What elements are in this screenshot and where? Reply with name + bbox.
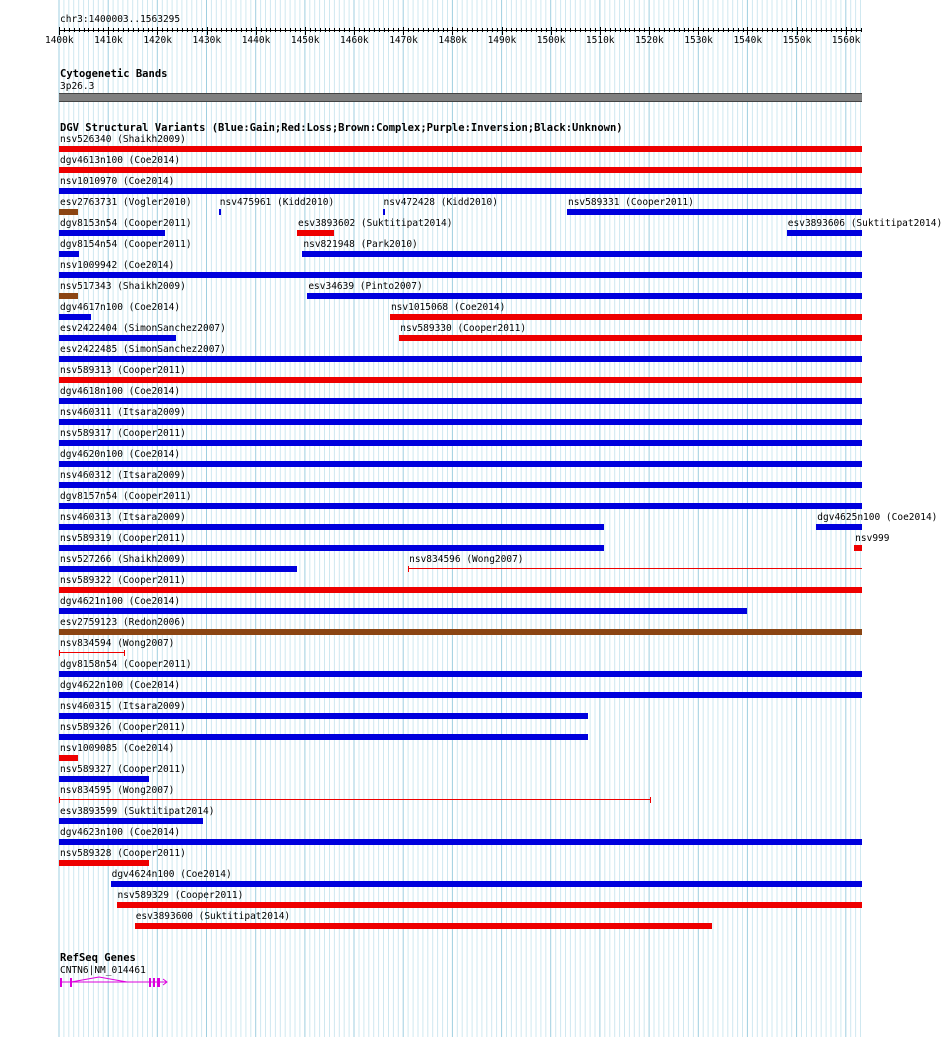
- gene-label[interactable]: CNTN6|NM_014461: [60, 965, 146, 976]
- variant-label[interactable]: dgv4613n100 (Coe2014): [60, 155, 181, 166]
- variant-label[interactable]: dgv8157n54 (Cooper2011): [60, 491, 192, 502]
- gene-model-cntn6[interactable]: [59, 974, 179, 990]
- variant-label[interactable]: nsv589327 (Cooper2011): [60, 764, 186, 775]
- variant-label[interactable]: dgv8158n54 (Cooper2011): [60, 659, 192, 670]
- variant-label[interactable]: nsv589313 (Cooper2011): [60, 365, 186, 376]
- variant-bar[interactable]: [59, 440, 862, 446]
- variant-label[interactable]: nsv472428 (Kidd2010): [383, 197, 498, 208]
- variant-bar[interactable]: [59, 209, 78, 215]
- variant-label[interactable]: nsv527266 (Shaikh2009): [60, 554, 186, 565]
- variant-label[interactable]: dgv4625n100 (Coe2014): [817, 512, 938, 523]
- variant-label[interactable]: esv3893600 (Suktitipat2014): [135, 911, 291, 922]
- variant-bar[interactable]: [59, 818, 203, 824]
- variant-label[interactable]: nsv589328 (Cooper2011): [60, 848, 186, 859]
- variant-label[interactable]: esv2422485 (SimonSanchez2007): [60, 344, 226, 355]
- variant-bar[interactable]: [408, 568, 862, 569]
- ruler-major-tick: [502, 27, 503, 35]
- ruler-tick-label: 1460k: [340, 35, 369, 46]
- variant-label[interactable]: nsv589329 (Cooper2011): [117, 890, 244, 901]
- ruler-tick-label: 1430k: [192, 35, 222, 46]
- variant-bar[interactable]: [567, 209, 862, 215]
- variant-bar[interactable]: [59, 566, 297, 572]
- ruler-tick-label: 1500k: [536, 35, 566, 46]
- variant-label[interactable]: nsv589317 (Cooper2011): [60, 428, 186, 439]
- variant-label[interactable]: esv3893599 (Suktitipat2014): [60, 806, 215, 817]
- ruler-major-tick: [354, 27, 355, 35]
- ruler-tick-label: 1480k: [438, 35, 467, 46]
- variant-bar[interactable]: [59, 755, 78, 761]
- ruler-major-tick: [157, 27, 158, 35]
- variant-label[interactable]: nsv1015068 (Coe2014): [390, 302, 506, 313]
- variant-bar[interactable]: [59, 503, 862, 509]
- variant-label[interactable]: esv34639 (Pinto2007): [308, 281, 423, 292]
- variant-bar[interactable]: [59, 799, 650, 800]
- variant-endcap: [650, 797, 651, 803]
- variant-endcap: [124, 650, 125, 656]
- variant-label[interactable]: dgv4620n100 (Coe2014): [60, 449, 181, 460]
- ruler-tick-label: 1470k: [389, 35, 418, 46]
- ruler-major-tick: [305, 27, 306, 35]
- variant-endcap: [59, 650, 60, 656]
- variant-label[interactable]: dgv4621n100 (Coe2014): [60, 596, 181, 607]
- ruler-tick-label: 1550k: [782, 35, 812, 46]
- refseq-track-title[interactable]: RefSeq Genes: [60, 952, 136, 964]
- variant-bar[interactable]: [854, 545, 862, 551]
- ruler-tick-label: 1510k: [585, 35, 615, 46]
- variant-label[interactable]: nsv589326 (Cooper2011): [60, 722, 186, 733]
- cytoband-track-title[interactable]: Cytogenetic Bands: [60, 68, 168, 80]
- variant-bar[interactable]: [59, 356, 862, 362]
- variant-bar[interactable]: [111, 881, 862, 887]
- variant-bar[interactable]: [59, 188, 862, 194]
- variant-bar[interactable]: [307, 293, 862, 299]
- variant-label[interactable]: dgv4618n100 (Coe2014): [60, 386, 181, 397]
- variant-bar[interactable]: [59, 671, 862, 677]
- variant-label[interactable]: nsv460312 (Itsara2009): [60, 470, 186, 481]
- variant-label[interactable]: nsv1009942 (Coe2014): [60, 260, 175, 271]
- variant-bar[interactable]: [59, 860, 149, 866]
- variant-bar[interactable]: [59, 839, 862, 845]
- variant-label[interactable]: nsv589331 (Cooper2011): [567, 197, 694, 208]
- variant-label[interactable]: dgv4623n100 (Coe2014): [60, 827, 181, 838]
- variant-label[interactable]: nsv475961 (Kidd2010): [219, 197, 335, 208]
- variant-bar[interactable]: [59, 377, 862, 383]
- variant-bar[interactable]: [383, 209, 385, 215]
- variant-bar[interactable]: [59, 734, 588, 740]
- variant-bar[interactable]: [390, 314, 862, 320]
- variant-label[interactable]: dgv4617n100 (Coe2014): [60, 302, 181, 313]
- variant-bar[interactable]: [59, 652, 124, 653]
- variant-bar[interactable]: [219, 209, 221, 215]
- ruler-tick-label: 1530k: [684, 35, 713, 46]
- variant-bar[interactable]: [302, 251, 862, 257]
- variant-label[interactable]: nsv589322 (Cooper2011): [60, 575, 186, 586]
- ruler-axis: [59, 30, 862, 31]
- variant-bar[interactable]: [59, 545, 604, 551]
- ruler-tick-label: 1560k: [831, 35, 861, 46]
- ruler-major-tick: [551, 27, 552, 35]
- variant-label[interactable]: nsv526340 (Shaikh2009): [60, 134, 186, 145]
- variant-bar[interactable]: [59, 482, 862, 488]
- variant-bar[interactable]: [59, 419, 862, 425]
- variant-label[interactable]: nsv821948 (Park2010): [303, 239, 418, 250]
- ruler-major-tick: [846, 27, 847, 35]
- variant-bar[interactable]: [59, 272, 862, 278]
- variant-label[interactable]: esv3893606 (Suktitipat2014): [787, 218, 942, 229]
- variant-label[interactable]: nsv1009085 (Coe2014): [60, 743, 175, 754]
- variant-bar[interactable]: [59, 776, 149, 782]
- variant-label[interactable]: nsv1010970 (Coe2014): [60, 176, 175, 187]
- variant-label[interactable]: nsv834596 (Wong2007): [409, 554, 524, 565]
- ruler-major-tick: [403, 27, 404, 35]
- ruler-tick-label: 1450k: [290, 35, 320, 46]
- variant-bar[interactable]: [59, 713, 588, 719]
- variant-bar[interactable]: [59, 146, 862, 152]
- ruler-major-tick: [600, 27, 601, 35]
- variant-label[interactable]: nsv999: [855, 533, 890, 544]
- variant-label[interactable]: nsv834594 (Wong2007): [60, 638, 175, 649]
- variant-label[interactable]: dgv4624n100 (Coe2014): [111, 869, 232, 880]
- variant-label[interactable]: nsv460315 (Itsara2009): [60, 701, 186, 712]
- variant-bar[interactable]: [59, 398, 862, 404]
- variant-bar[interactable]: [399, 335, 862, 341]
- ruler-major-tick: [698, 27, 699, 35]
- variant-label[interactable]: dgv8153n54 (Cooper2011): [60, 218, 192, 229]
- variant-label[interactable]: nsv834595 (Wong2007): [60, 785, 175, 796]
- variant-bar[interactable]: [59, 692, 862, 698]
- variant-bar[interactable]: [117, 902, 862, 908]
- variant-label[interactable]: nsv589330 (Cooper2011): [400, 323, 527, 334]
- variant-label[interactable]: dgv4622n100 (Coe2014): [60, 680, 181, 691]
- cytoband-name: 3p26.3: [60, 81, 95, 92]
- variant-bar[interactable]: [59, 167, 862, 173]
- variant-label[interactable]: nsv460313 (Itsara2009): [60, 512, 186, 523]
- region-label: chr3:1400003..1563295: [60, 14, 181, 25]
- variant-label[interactable]: dgv8154n54 (Cooper2011): [60, 239, 192, 250]
- variant-bar[interactable]: [297, 230, 334, 236]
- variant-label[interactable]: esv3893602 (Suktitipat2014): [297, 218, 453, 229]
- ruler-major-tick: [452, 27, 453, 35]
- variant-label[interactable]: nsv517343 (Shaikh2009): [60, 281, 186, 292]
- dgv-track-title[interactable]: DGV Structural Variants (Blue:Gain;Red:Loss;Brown:Complex;Purple:Inversion;Black:Unknown): [60, 122, 623, 134]
- variant-bar[interactable]: [816, 524, 862, 530]
- variant-bar[interactable]: [59, 251, 79, 257]
- variant-label[interactable]: nsv460311 (Itsara2009): [60, 407, 186, 418]
- variant-bar[interactable]: [59, 524, 604, 530]
- variant-bar[interactable]: [59, 293, 78, 299]
- ruler-tick-label: 1410k: [94, 35, 123, 46]
- variant-bar[interactable]: [59, 629, 862, 635]
- ruler-tick-label: 1520k: [635, 35, 664, 46]
- ruler-major-tick: [797, 27, 798, 35]
- variant-endcap: [408, 566, 409, 572]
- variant-bar[interactable]: [59, 230, 165, 236]
- variant-bar[interactable]: [135, 923, 712, 929]
- variant-label[interactable]: esv2759123 (Redon2006): [60, 617, 186, 628]
- variant-label[interactable]: esv2763731 (Vogler2010): [60, 197, 192, 208]
- variant-label[interactable]: nsv589319 (Cooper2011): [60, 533, 186, 544]
- variant-bar[interactable]: [59, 608, 747, 614]
- variant-bar[interactable]: [59, 587, 862, 593]
- variant-endcap: [59, 797, 60, 803]
- ruler-tick-label: 1440k: [241, 35, 271, 46]
- ruler-tick-label: 1400k: [44, 35, 74, 46]
- variant-bar[interactable]: [59, 461, 862, 467]
- ruler-tick-label: 1420k: [143, 35, 172, 46]
- variant-label[interactable]: esv2422404 (SimonSanchez2007): [60, 323, 226, 334]
- variant-bar[interactable]: [59, 314, 91, 320]
- variant-bar[interactable]: [59, 335, 176, 341]
- ruler-major-tick: [207, 27, 208, 35]
- ruler-major-tick: [108, 27, 109, 35]
- ruler-tick-label: 1540k: [733, 35, 763, 46]
- cytoband-bar[interactable]: [59, 93, 862, 102]
- ruler-tick-label: 1490k: [487, 35, 517, 46]
- ruler-major-tick: [256, 27, 257, 35]
- ruler-major-tick: [649, 27, 650, 35]
- ruler-major-tick: [59, 27, 60, 35]
- ruler-major-tick: [747, 27, 748, 35]
- variant-bar[interactable]: [787, 230, 862, 236]
